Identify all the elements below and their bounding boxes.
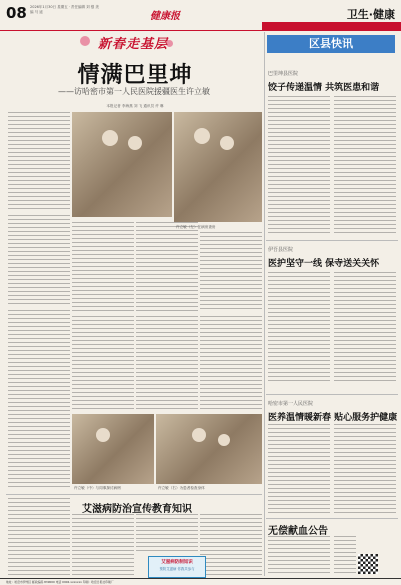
- notice-text: [334, 536, 356, 576]
- news-text: [268, 272, 330, 382]
- news-title: 医养温情暖新春 贴心服务护健康: [268, 413, 398, 423]
- story-photo: [72, 414, 154, 484]
- aids-info-box: [148, 556, 206, 578]
- story-text: [200, 316, 262, 412]
- story-text: [136, 222, 198, 312]
- main-headline: 情满巴里坤: [77, 63, 193, 88]
- story-text: [8, 215, 70, 305]
- section-color-bar: [262, 22, 401, 30]
- notice-text: [268, 536, 330, 576]
- section-name: 卫生·健康: [346, 8, 395, 21]
- section-divider: [6, 494, 262, 495]
- story-text: [72, 514, 134, 576]
- news-tag: 伊吾县医院: [268, 247, 294, 253]
- notice-headline: 无偿献血公告: [268, 526, 328, 537]
- story-photo: [156, 414, 262, 484]
- story-text: [8, 498, 70, 576]
- story-photo: [174, 112, 262, 222]
- news-title: 饺子传递温情 共筑医患和谐: [268, 83, 380, 93]
- news-text: [334, 96, 396, 236]
- story-text: [200, 232, 262, 312]
- news-text: [268, 96, 330, 236]
- right-column-header: 区县快讯: [267, 35, 395, 53]
- photo-caption: 许立敏（右）为患者检查身体: [158, 486, 205, 490]
- page-number: 08: [6, 4, 27, 22]
- page-footer: 地址：哈密市伊州区 邮政编码 839000 电话 0902-xxxxxxx 印刷：哈密日报社印刷厂: [0, 578, 401, 584]
- column-divider: [264, 32, 265, 576]
- main-byline: 本报记者 李海燕 刘 飞 通讯员 许 琳: [106, 104, 164, 108]
- photo-caption: 许立敏（中）与同事探讨病例: [74, 486, 121, 490]
- story-text: [136, 514, 198, 554]
- story-photo: [72, 112, 172, 217]
- story-text: [8, 112, 70, 212]
- story-text: [8, 310, 70, 490]
- story-text: [200, 514, 262, 576]
- banner-title: 新春走基层: [98, 37, 169, 52]
- news-text: [334, 272, 396, 382]
- newspaper-logo: 健康报: [150, 11, 180, 22]
- news-tag: 哈密市第一人民医院: [268, 401, 314, 407]
- aids-box-subtitle: 预防艾滋病 你我共参与: [159, 567, 195, 571]
- main-subhead: ——访哈密市第一人民医院援疆医生许立敏: [58, 87, 210, 96]
- aids-headline: 艾滋病防治宣传教育知识: [82, 504, 192, 515]
- feature-banner: [6, 32, 262, 56]
- story-text: [72, 222, 134, 312]
- section-divider: [266, 518, 398, 519]
- news-text: [268, 424, 330, 516]
- aids-box-title: 艾滋病防制知识: [161, 560, 193, 565]
- news-title: 医护坚守一线 保寺送关关怀: [268, 259, 380, 269]
- news-tag: 巴里坤县医院: [268, 71, 299, 77]
- qr-code: [358, 554, 378, 574]
- story-text: [72, 316, 134, 412]
- blossom-icon: [80, 36, 90, 46]
- news-text: [334, 424, 396, 516]
- photo-caption: 许立敏（左）在病房查房: [176, 225, 216, 229]
- section-divider: [266, 394, 398, 395]
- story-text: [136, 316, 198, 412]
- section-divider: [266, 240, 398, 241]
- date-line: 2026年1月30日 星期五 · 责任编辑 刘 强 美编 马 遥: [30, 5, 99, 14]
